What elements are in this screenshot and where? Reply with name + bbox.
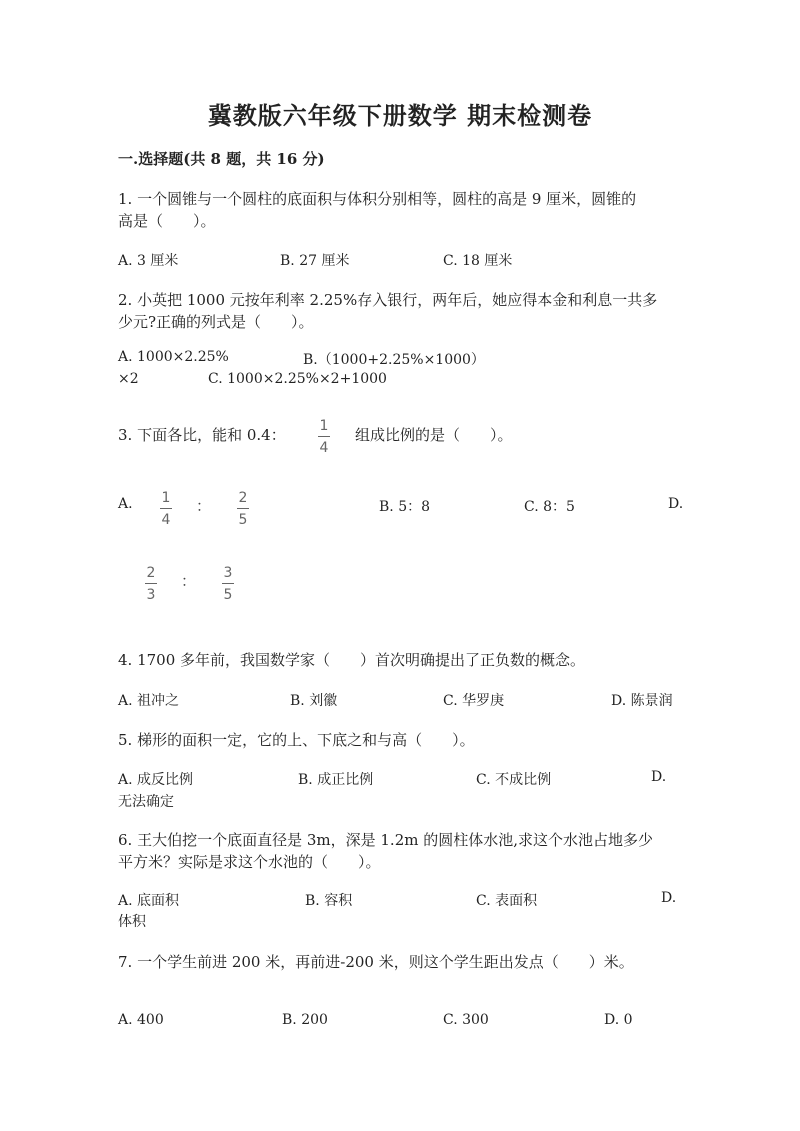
q7-option-a: A. 400 [118, 1012, 164, 1028]
fraction-bar [222, 583, 234, 584]
fraction-bar [318, 436, 330, 437]
q2-option-b-continued: ×2 [118, 371, 139, 387]
q6-option-d-label: D. [661, 890, 677, 906]
fraction-denominator: 3 [146, 587, 156, 603]
fraction-denominator: 4 [161, 512, 171, 528]
fraction-bar [237, 508, 249, 509]
fraction-numerator: 1 [319, 418, 329, 434]
q2-option-b: B.（1000+2.25%×1000） [303, 352, 485, 368]
fraction-denominator: 5 [238, 512, 248, 528]
q6-option-a: A. 底面积 [118, 893, 180, 909]
q6-option-c: C. 表面积 [476, 893, 538, 909]
q3-option-a-colon: ： [196, 497, 212, 515]
question-1-line-1: 1. 一个圆锥与一个圆柱的底面积与体积分别相等，圆柱的高是 9 厘米，圆锥的 [118, 190, 637, 208]
section-heading: 一.选择题(共 8 题，共 16 分) [118, 150, 325, 168]
q4-option-c: C. 华罗庚 [443, 693, 505, 709]
q3-fraction [318, 418, 330, 456]
q5-option-c: C. 不成比例 [476, 772, 552, 788]
question-1-line-2: 高是（ ）。 [118, 212, 216, 230]
q3-option-d-colon: ： [181, 572, 197, 590]
q6-option-b: B. 容积 [305, 893, 353, 909]
q2-option-a: A. 1000×2.25% [118, 349, 229, 365]
question-3-prefix: 3. 下面各比，能和 0.4： [118, 426, 286, 444]
question-2-line-2: 少元?正确的列式是（ ）。 [118, 313, 314, 331]
fraction-bar [160, 508, 172, 509]
question-6-line-1: 6. 王大伯挖一个底面直径是 3m，深是 1.2m 的圆柱体水池,求这个水池占地多少 [118, 831, 654, 849]
q4-option-d: D. 陈景润 [611, 693, 673, 709]
q7-option-b: B. 200 [282, 1012, 328, 1028]
question-2-line-1: 2. 小英把 1000 元按年利率 2.25%存入银行，两年后，她应得本金和利息一共多 [118, 291, 658, 309]
q5-option-d-label: D. [651, 769, 667, 785]
q3-option-a-label: A. [118, 496, 133, 512]
exam-title: 冀教版六年级下册数学 期末检测卷 [207, 101, 593, 130]
fraction-numerator: 2 [238, 490, 248, 506]
q3-option-d-label: D. [668, 496, 684, 512]
q1-option-b: B. 27 厘米 [280, 253, 350, 269]
q3-option-d-fraction-2 [222, 565, 234, 603]
question-3-suffix: 组成比例的是（ ）。 [355, 426, 513, 444]
q3-option-d-fraction-1 [145, 565, 157, 603]
q1-option-a: A. 3 厘米 [118, 253, 179, 269]
fraction-bar [145, 583, 157, 584]
q3-option-a-fraction-1 [160, 490, 172, 528]
fraction-numerator: 3 [223, 565, 233, 581]
q5-option-a: A. 成反比例 [118, 772, 194, 788]
q5-option-b: B. 成正比例 [298, 772, 374, 788]
q5-option-d-text: 无法确定 [118, 794, 174, 810]
q3-option-b: B. 5：8 [379, 499, 431, 515]
question-4-line-1: 4. 1700 多年前，我国数学家（ ）首次明确提出了正负数的概念。 [118, 651, 586, 669]
q3-option-c: C. 8：5 [524, 499, 575, 515]
q1-option-c: C. 18 厘米 [443, 253, 513, 269]
fraction-denominator: 4 [319, 440, 329, 456]
q7-option-d: D. 0 [604, 1012, 633, 1028]
question-6-line-2: 平方米？实际是求这个水池的（ ）。 [118, 853, 381, 871]
fraction-numerator: 1 [161, 490, 171, 506]
q6-option-d-text: 体积 [118, 914, 146, 930]
question-7-line-1: 7. 一个学生前进 200 米，再前进-200 米，则这个学生距出发点（ ）米。 [118, 953, 634, 971]
q7-option-c: C. 300 [443, 1012, 489, 1028]
q2-option-c: C. 1000×2.25%×2+1000 [208, 371, 387, 387]
question-5-line-1: 5. 梯形的面积一定，它的上、下底之和与高（ ）。 [118, 731, 475, 749]
q3-option-a-fraction-2 [237, 490, 249, 528]
fraction-numerator: 2 [146, 565, 156, 581]
q4-option-b: B. 刘徽 [290, 693, 338, 709]
fraction-denominator: 5 [223, 587, 233, 603]
q4-option-a: A. 祖冲之 [118, 693, 180, 709]
